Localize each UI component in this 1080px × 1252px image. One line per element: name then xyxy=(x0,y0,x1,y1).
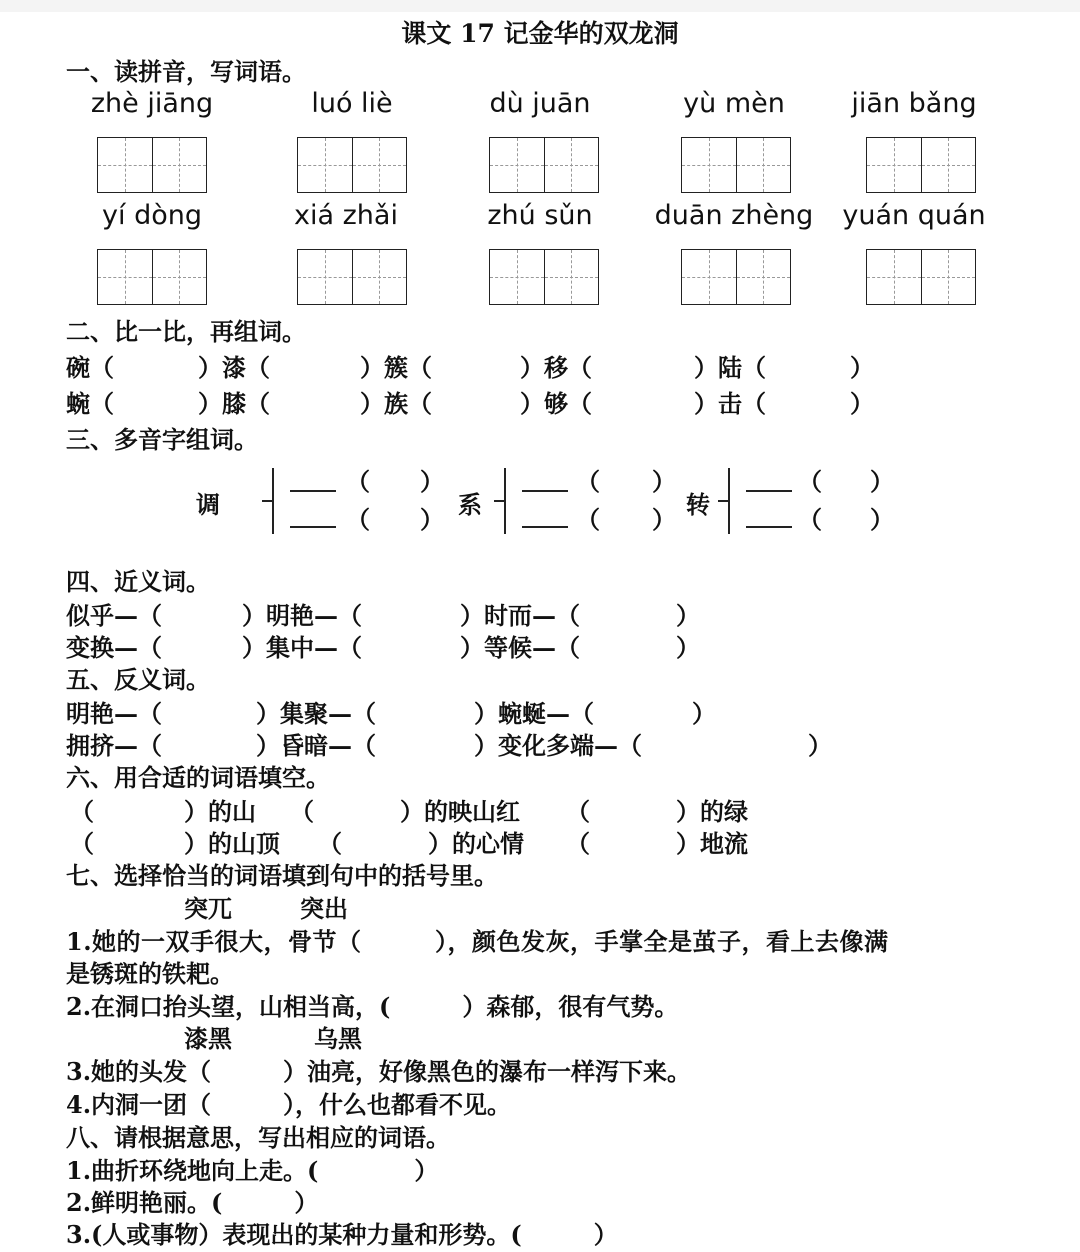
blank-line[interactable] xyxy=(290,490,336,492)
antonym-item: ） xyxy=(692,699,716,728)
blank-line[interactable] xyxy=(522,526,568,528)
section-7-heading: 七、选择恰当的词语填到句中的括号里。 xyxy=(66,861,498,890)
fill-item: ）的山 xyxy=(184,797,256,826)
word-option: 突兀 xyxy=(184,894,232,923)
compare-item: ）漆（ xyxy=(198,353,270,382)
fill-item: ）的绿 xyxy=(676,797,748,826)
blank-line[interactable] xyxy=(522,490,568,492)
fill-item: ）的山顶 xyxy=(184,829,280,858)
writing-grid[interactable] xyxy=(681,249,791,305)
synonym-item: 似乎—（ xyxy=(66,601,162,630)
paren-close: ） xyxy=(652,467,676,496)
writing-grid[interactable] xyxy=(297,137,407,193)
fill-item: （ xyxy=(70,829,94,858)
paren-open: （ xyxy=(346,505,370,534)
meaning-question-1: 1.曲折环绕地向上走。( ） xyxy=(66,1156,439,1185)
fill-item: （ xyxy=(290,797,314,826)
paren-open: （ xyxy=(346,467,370,496)
compare-item: ） xyxy=(850,389,874,418)
compare-item: ）族（ xyxy=(360,389,432,418)
writing-grid[interactable] xyxy=(297,249,407,305)
paren-close: ） xyxy=(420,505,444,534)
writing-grid[interactable] xyxy=(681,137,791,193)
writing-grid[interactable] xyxy=(97,137,207,193)
blank-line[interactable] xyxy=(290,526,336,528)
brace-icon xyxy=(504,468,520,534)
pinyin-label: luó liè xyxy=(311,88,393,119)
section-4-heading: 四、近义词。 xyxy=(66,567,210,596)
polyphone-char: 调 xyxy=(196,490,220,519)
paren-close: ） xyxy=(870,505,894,534)
pinyin-label: zhè jiāng xyxy=(90,88,214,119)
pinyin-label: yí dòng xyxy=(102,200,202,231)
word-option: 乌黑 xyxy=(314,1024,362,1053)
brace-icon xyxy=(728,468,744,534)
pinyin-label: dù juān xyxy=(489,88,591,119)
compare-item: ）膝（ xyxy=(198,389,270,418)
compare-item: ）够（ xyxy=(520,389,592,418)
pinyin-label: duān zhèng xyxy=(654,200,814,231)
pinyin-label: zhú sǔn xyxy=(487,200,593,231)
writing-grid[interactable] xyxy=(97,249,207,305)
paren-close: ） xyxy=(420,467,444,496)
paren-open: （ xyxy=(798,505,822,534)
fill-item: ）的映山红 xyxy=(400,797,520,826)
pinyin-label: yù mèn xyxy=(683,88,785,119)
synonym-item: ）等候—（ xyxy=(460,633,580,662)
word-option: 突出 xyxy=(300,894,348,923)
section-1-heading: 一、读拼音，写词语。 xyxy=(66,57,306,86)
compare-item: 碗（ xyxy=(66,353,114,382)
blank-line[interactable] xyxy=(746,490,792,492)
page-title: 课文 17 记金华的双龙洞 xyxy=(401,19,679,48)
meaning-question-3: 3.(人或事物）表现出的某种力量和形势。( ） xyxy=(66,1220,618,1249)
section-2-heading: 二、比一比，再组词。 xyxy=(66,317,306,346)
antonym-item: 明艳—（ xyxy=(66,699,162,728)
fill-item: （ xyxy=(566,829,590,858)
compare-item: ）击（ xyxy=(694,389,766,418)
synonym-item: 变换—（ xyxy=(66,633,162,662)
antonym-item: ）昏暗—（ xyxy=(256,731,376,760)
antonym-item: ）变化多端—（ xyxy=(474,731,642,760)
writing-grid[interactable] xyxy=(866,137,976,193)
writing-grid[interactable] xyxy=(489,137,599,193)
paren-close: ） xyxy=(870,467,894,496)
writing-grid[interactable] xyxy=(866,249,976,305)
antonym-item: 拥挤—（ xyxy=(66,731,162,760)
compare-item: ）陆（ xyxy=(694,353,766,382)
word-option: 漆黑 xyxy=(184,1024,232,1053)
blank-line[interactable] xyxy=(746,526,792,528)
paren-open: （ xyxy=(576,505,600,534)
question-1-line-1: 1.她的一双手很大，骨节（ ），颜色发灰，手掌全是茧子，看上去像满 xyxy=(66,927,889,956)
pinyin-label: yuán quán xyxy=(842,200,986,231)
fill-item: ）的心情 xyxy=(428,829,524,858)
compare-item: ）移（ xyxy=(520,353,592,382)
paren-open: （ xyxy=(798,467,822,496)
paren-open: （ xyxy=(576,467,600,496)
section-6-heading: 六、用合适的词语填空。 xyxy=(66,763,330,792)
pinyin-label: jiān bǎng xyxy=(851,88,977,119)
section-3-heading: 三、多音字组词。 xyxy=(66,425,258,454)
synonym-item: ） xyxy=(676,633,700,662)
paren-close: ） xyxy=(652,505,676,534)
question-4: 4.内洞一团（ ），什么也都看不见。 xyxy=(66,1090,512,1119)
compare-item: ）簇（ xyxy=(360,353,432,382)
fill-item: ）地流 xyxy=(676,829,748,858)
question-1-line-2: 是锈斑的铁耙。 xyxy=(66,959,234,988)
polyphone-char: 系 xyxy=(458,490,482,519)
compare-item: 蜿（ xyxy=(66,389,114,418)
antonym-item: ）集聚—（ xyxy=(256,699,376,728)
section-8-heading: 八、请根据意思，写出相应的词语。 xyxy=(66,1123,450,1152)
synonym-item: ）时而—（ xyxy=(460,601,580,630)
section-5-heading: 五、反义词。 xyxy=(66,665,210,694)
fill-item: （ xyxy=(318,829,342,858)
antonym-item: ） xyxy=(808,731,832,760)
synonym-item: ）集中—（ xyxy=(242,633,362,662)
antonym-item: ）蜿蜒—（ xyxy=(474,699,594,728)
writing-grid[interactable] xyxy=(489,249,599,305)
pinyin-label: xiá zhǎi xyxy=(294,200,398,231)
meaning-question-2: 2.鲜明艳丽。( ） xyxy=(66,1188,319,1217)
fill-item: （ xyxy=(566,797,590,826)
synonym-item: ）明艳—（ xyxy=(242,601,362,630)
compare-item: ） xyxy=(850,353,874,382)
polyphone-char: 转 xyxy=(686,490,710,519)
brace-icon xyxy=(272,468,288,534)
question-2: 2.在洞口抬头望，山相当高，( ）森郁，很有气势。 xyxy=(66,992,679,1021)
top-header-strip xyxy=(0,0,1080,12)
fill-item: （ xyxy=(70,797,94,826)
question-3: 3.她的头发（ ）油亮，好像黑色的瀑布一样泻下来。 xyxy=(66,1057,692,1086)
synonym-item: ） xyxy=(676,601,700,630)
